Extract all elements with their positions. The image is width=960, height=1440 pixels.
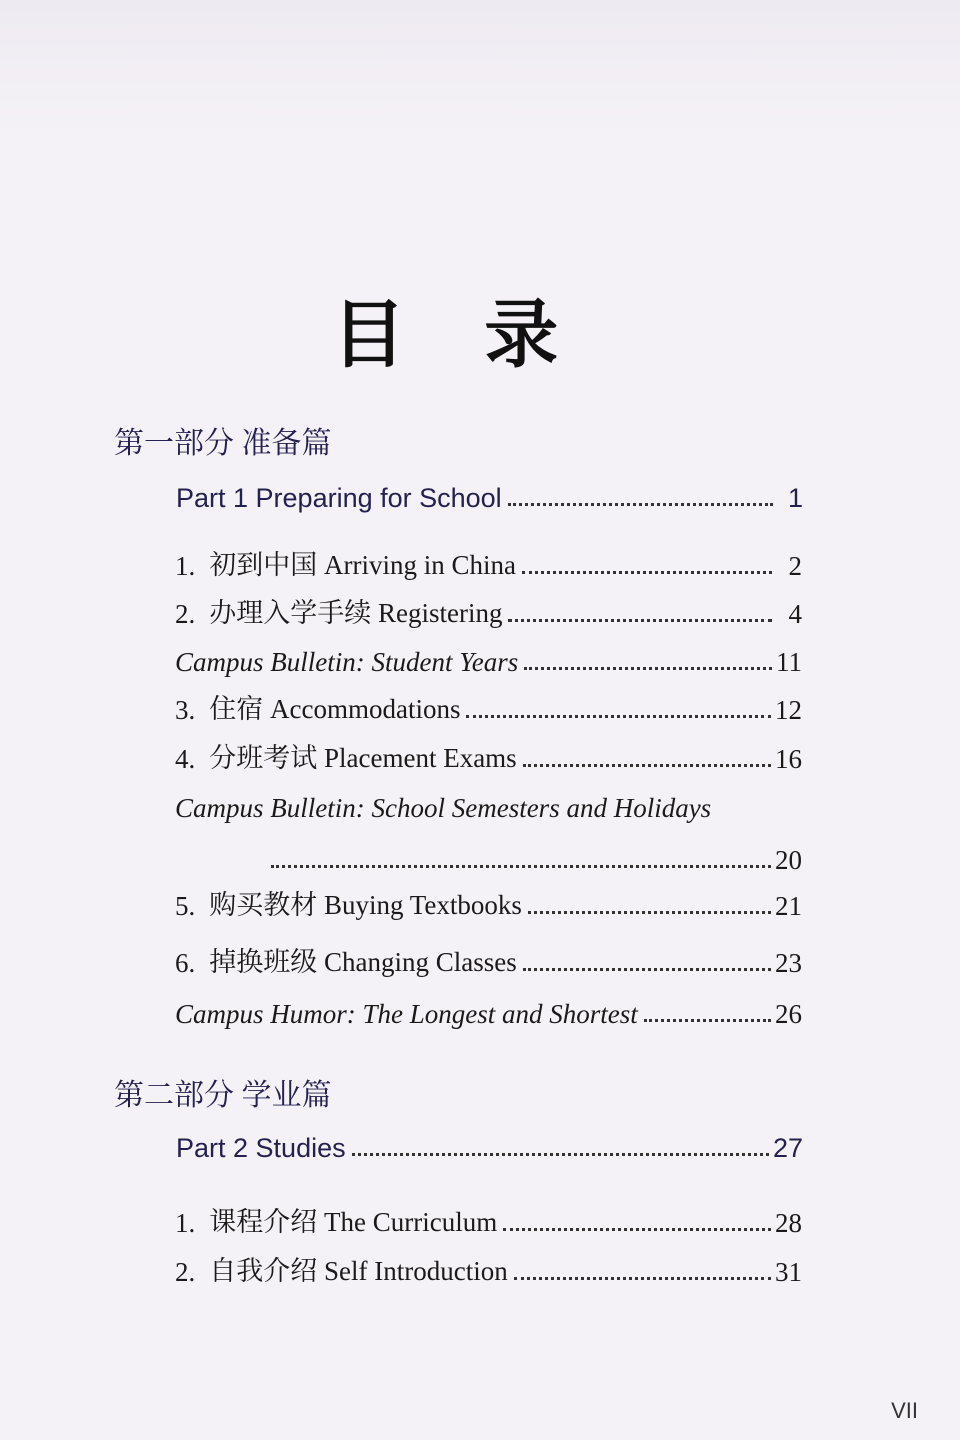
dot-leader: [503, 1228, 771, 1231]
toc-label: 课程介绍 The Curriculum: [209, 1207, 498, 1237]
toc-label: Part 2 Studies: [176, 1133, 346, 1163]
dot-leader: [522, 571, 772, 574]
toc-label: 购买教材 Buying Textbooks: [209, 890, 522, 920]
toc-num: 6.: [175, 948, 196, 978]
toc-page: 23: [775, 948, 802, 978]
toc-entry-label[interactable]: [175, 788, 802, 824]
toc-entry[interactable]: [175, 739, 802, 775]
dot-leader: [466, 715, 771, 718]
section-heading: 第二部分 学业篇: [114, 1079, 332, 1112]
toc-entry-continuation[interactable]: [265, 840, 802, 876]
toc-part[interactable]: [176, 1128, 803, 1164]
toc-entry[interactable]: [175, 1252, 802, 1288]
dot-leader: [508, 619, 772, 622]
toc-entry[interactable]: [175, 594, 802, 630]
dot-leader: [528, 911, 771, 914]
toc-label: 初到中国 Arriving in China: [209, 550, 516, 580]
toc-page: 21: [775, 891, 802, 921]
toc-page: 31: [775, 1257, 802, 1287]
toc-num: 1.: [175, 1208, 196, 1238]
toc-label: Campus Bulletin: Student Years: [175, 647, 519, 677]
toc-page: 16: [775, 744, 802, 774]
page-title: 目 录: [331, 295, 589, 377]
toc-label: 分班考试 Placement Exams: [209, 743, 517, 773]
toc-page: 4: [788, 599, 802, 629]
dot-leader: [523, 764, 771, 767]
toc-num: 4.: [175, 744, 196, 774]
dot-leader: [524, 667, 772, 670]
toc-page: 11: [776, 647, 802, 677]
toc-entry[interactable]: [175, 690, 802, 726]
toc-label: Campus Bulletin: School Semesters and Holidays: [175, 793, 712, 823]
dot-leader: [644, 1019, 771, 1022]
toc-num: 5.: [175, 891, 196, 921]
toc-page: 20: [775, 845, 802, 875]
toc-page: 2: [788, 551, 802, 581]
page-shade: [0, 0, 960, 140]
toc-entry[interactable]: [175, 546, 802, 582]
toc-entry[interactable]: [175, 994, 802, 1030]
toc-page: 27: [772, 1133, 803, 1163]
dot-leader: [508, 503, 773, 506]
toc-num: 2.: [175, 599, 196, 629]
toc-num: 2.: [175, 1257, 196, 1287]
toc-label: 自我介绍 Self Introduction: [209, 1256, 508, 1286]
dot-leader: [352, 1153, 769, 1156]
toc-entry[interactable]: [175, 1203, 802, 1239]
toc-label: Part 1 Preparing for School: [176, 483, 502, 513]
toc-entry[interactable]: [175, 943, 802, 979]
toc-page: 1: [787, 483, 803, 513]
toc-label: 住宿 Accommodations: [209, 694, 461, 724]
dot-leader: [523, 968, 771, 971]
toc-entry[interactable]: [175, 886, 802, 922]
toc-page: 28: [775, 1208, 802, 1238]
toc-num: 1.: [175, 551, 196, 581]
toc-label: Campus Humor: The Longest and Shortest: [175, 999, 638, 1029]
dot-leader: [271, 865, 771, 868]
toc-label: 掉换班级 Changing Classes: [209, 947, 517, 977]
toc-entry[interactable]: [175, 642, 802, 678]
toc-label: 办理入学手续 Registering: [209, 598, 503, 628]
dot-leader: [514, 1277, 771, 1280]
section-heading: 第一部分 准备篇: [114, 427, 332, 460]
toc-page: 26: [775, 999, 802, 1029]
toc-page: 12: [775, 695, 802, 725]
page-number: VII: [891, 1398, 918, 1423]
toc-num: 3.: [175, 695, 196, 725]
toc-part[interactable]: [176, 478, 803, 514]
